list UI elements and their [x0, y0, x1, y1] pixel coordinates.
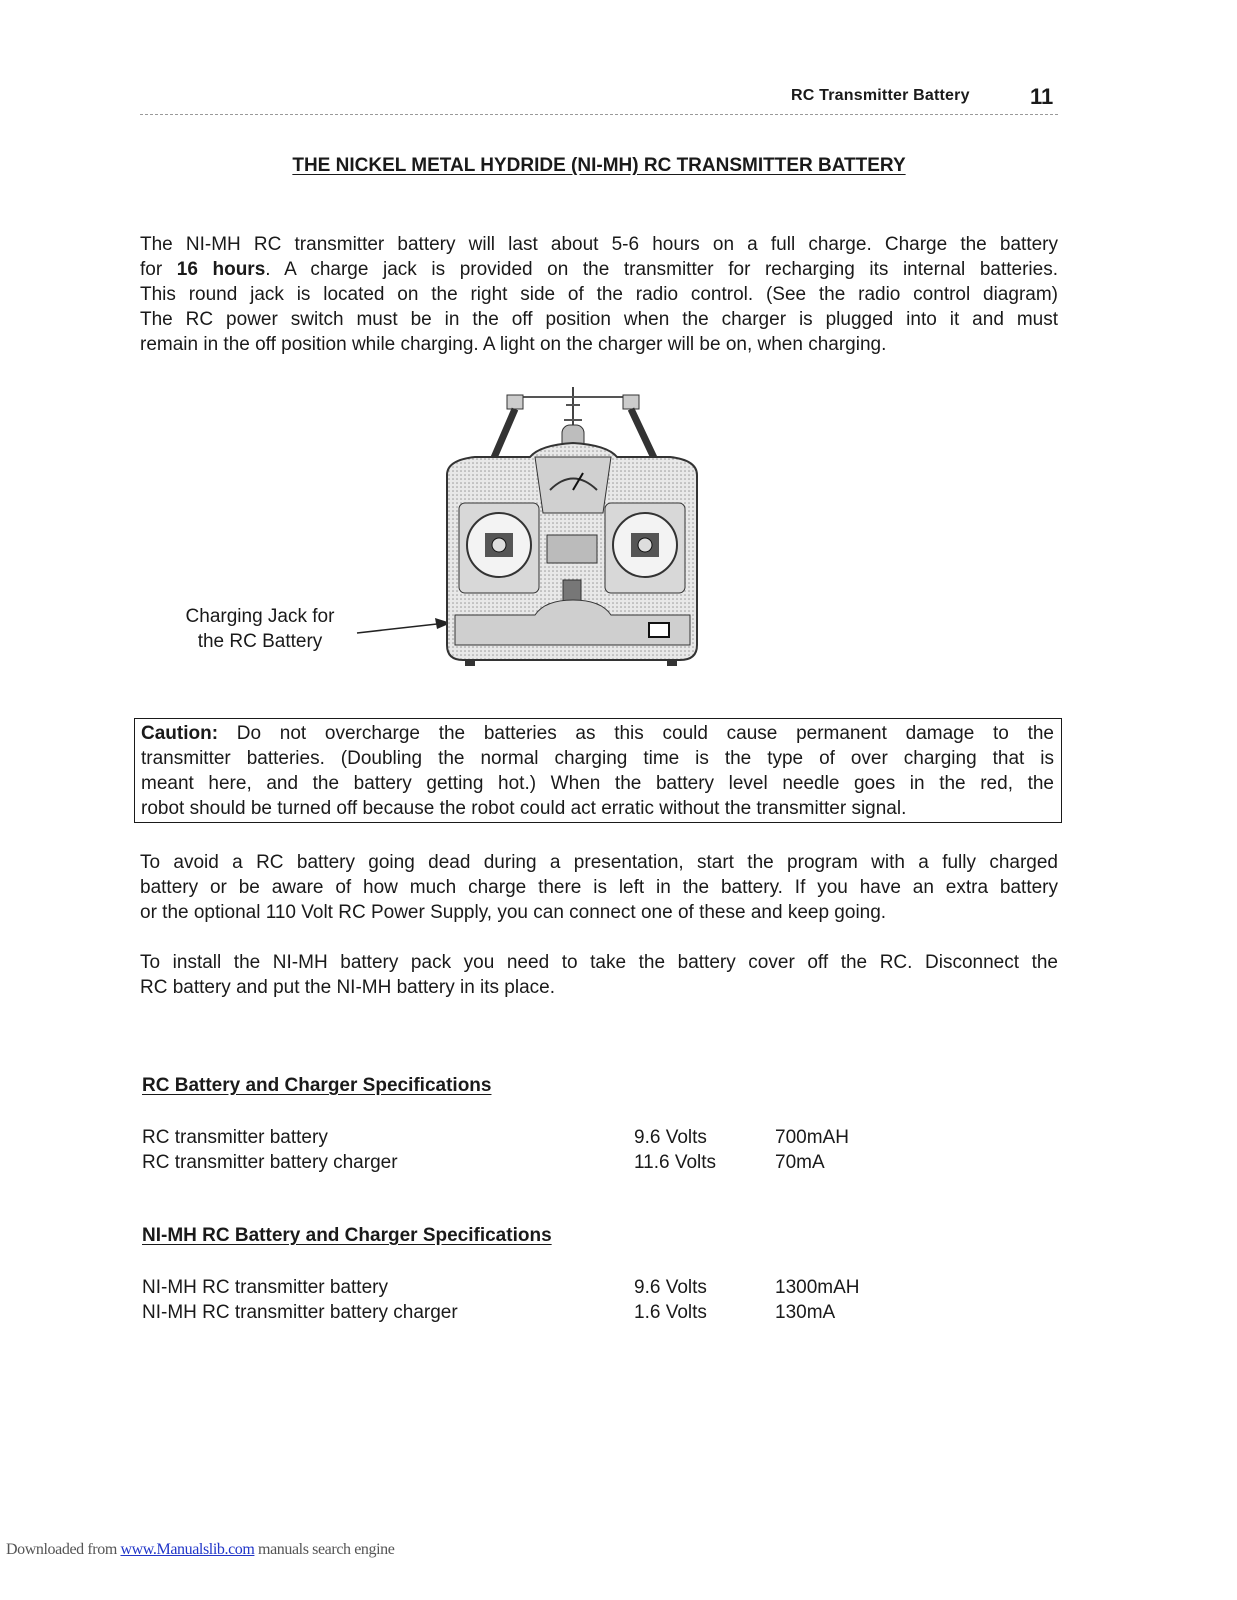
caution-box: [134, 718, 1062, 823]
intro-line-1: The NI-MH RC transmitter battery will last about 5-6 hours on a full charge. Charge the battery: [140, 234, 1058, 255]
caution-label: Caution:: [141, 723, 219, 744]
spec-voltage: 1.6 Volts: [634, 1302, 707, 1323]
intro-line-2-post: . A charge jack is provided on the transmitter for recharging its internal batteries.: [265, 259, 1059, 280]
spec-capacity: 70mA: [775, 1152, 825, 1173]
caution-line-4: robot should be turned off because the robot could act erratic without the transmitter signal.: [141, 798, 907, 819]
intro-line-3: This round jack is located on the right side of the radio control. (See the radio control diagram): [140, 284, 1058, 305]
caution-line-1-text: Do not overcharge the batteries as this could cause permanent damage to the: [218, 723, 1054, 744]
spec-voltage: 9.6 Volts: [634, 1277, 707, 1298]
manualslib-link[interactable]: www.Manualslib.com: [120, 1541, 255, 1558]
spec-item: RC transmitter battery charger: [142, 1152, 398, 1173]
charging-jack-callout: [150, 604, 370, 654]
callout-line-1: Charging Jack for: [185, 606, 335, 627]
spec-item: NI-MH RC transmitter battery: [142, 1277, 388, 1298]
intro-line-2-pre: for: [140, 259, 177, 280]
spec-row: [142, 1300, 942, 1325]
spec-row: [142, 1275, 942, 1300]
intro-line-4: The RC power switch must be in the off position when the charger is plugged into it and must: [140, 309, 1058, 330]
intro-line-2: [140, 257, 1058, 282]
spec-item: RC transmitter battery: [142, 1127, 328, 1148]
page-number: 11: [1030, 84, 1054, 109]
para2-line-2: battery or be aware of how much charge there is left in the battery. If you have an extra battery: [140, 877, 1058, 898]
charge-duration: 16 hours: [176, 259, 266, 280]
install-paragraph: [140, 950, 1058, 1000]
callout-line-2: the RC Battery: [197, 631, 323, 652]
caution-line-3: meant here, and the battery getting hot.) When the battery level needle goes in the red, the: [141, 773, 1054, 794]
spec-row: [142, 1125, 942, 1150]
spec-voltage: 11.6 Volts: [634, 1152, 717, 1173]
spec-voltage: 9.6 Volts: [634, 1127, 707, 1148]
intro-line-5: remain in the off position while charging. A light on the charger will be on, when charging.: [140, 334, 887, 355]
caution-line-2: transmitter batteries. (Doubling the normal charging time is the type of over charging that is: [141, 748, 1054, 769]
header-divider: [140, 114, 1058, 115]
spec-capacity: 1300mAH: [775, 1277, 860, 1298]
para3-line-2: RC battery and put the NI-MH battery in its place.: [140, 977, 556, 998]
download-footer: [6, 1541, 394, 1559]
para2-line-3: or the optional 110 Volt RC Power Supply, you can connect one of these and keep going.: [140, 902, 887, 923]
charging-jack-icon: [649, 623, 669, 637]
nimh-spec-heading: NI-MH RC Battery and Charger Specifications: [142, 1225, 552, 1246]
spec-row: [142, 1150, 942, 1175]
presentation-paragraph: [140, 850, 1058, 925]
page-title: THE NICKEL METAL HYDRIDE (NI-MH) RC TRANSMITTER BATTERY: [292, 155, 906, 176]
spec-capacity: 130mA: [775, 1302, 836, 1323]
para2-line-1: To avoid a RC battery going dead during a presentation, start the program with a fully charged: [140, 852, 1058, 873]
footer-suffix: manuals search engine: [254, 1541, 395, 1558]
intro-paragraph: [140, 232, 1058, 357]
running-header-title: RC Transmitter Battery: [791, 87, 970, 104]
caution-line-1: [141, 721, 1054, 746]
para3-line-1: To install the NI-MH battery pack you need to take the battery cover off the RC. Disconnect the: [140, 952, 1058, 973]
spec-capacity: 700mAH: [775, 1127, 849, 1148]
footer-prefix: Downloaded from: [6, 1541, 121, 1558]
spec-item: NI-MH RC transmitter battery charger: [142, 1302, 458, 1323]
rc-spec-heading: RC Battery and Charger Specifications: [142, 1075, 492, 1096]
rc-transmitter-illustration: [435, 385, 705, 670]
